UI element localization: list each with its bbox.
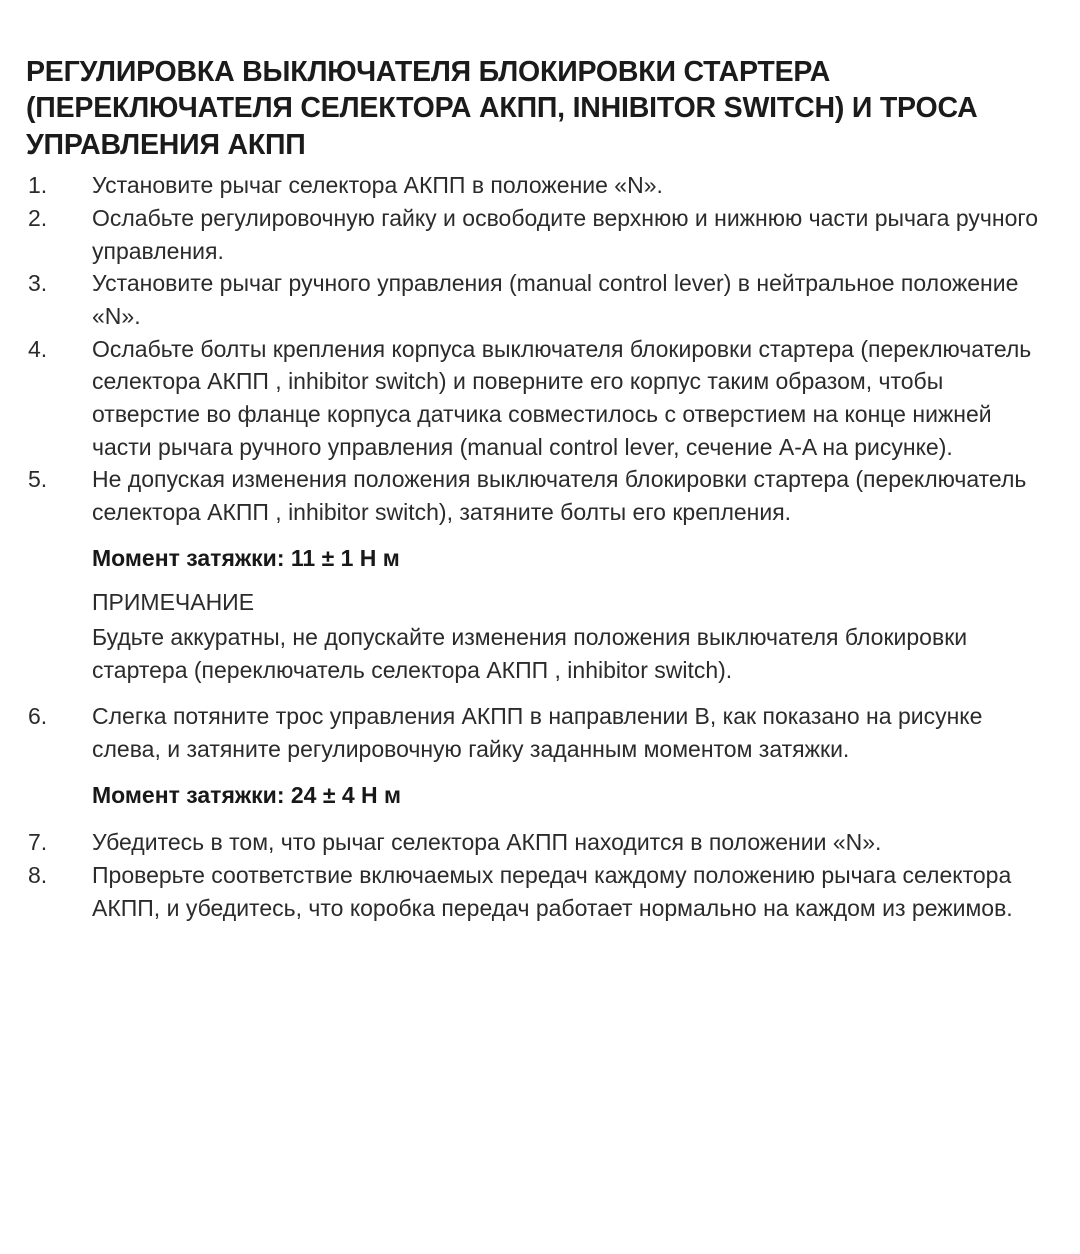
step-number: 3.: [28, 270, 48, 297]
torque-value: Момент затяжки: 24 ± 4 Н м: [92, 781, 402, 808]
page-title: РЕГУЛИРОВКА ВЫКЛЮЧАТЕЛЯ БЛОКИРОВКИ СТАРТЕРА (ПЕРЕКЛЮЧАТЕЛЯ СЕЛЕКТОРА АКПП, INHIBITOR SWITCH) И ТРОСА УПРАВЛЕНИЯ АКПП: [26, 56, 978, 161]
step-body: [92, 267, 1054, 332]
step-text: Ослабьте болты крепления корпуса выключателя блокировки стартера (переключатель селектора АКПП , inhibitor switch) и поверните его корпус таким образом, чтобы отверстие во фланце корпуса датчика совместилось с отверстием на конце нижней части рычага ручного управления (manual control lever, сечение A-A на рисунке).: [92, 335, 1032, 460]
list-item: [26, 169, 1054, 202]
step-body: [92, 463, 1054, 700]
step-body: [92, 700, 1054, 822]
procedure-steps-list: [26, 169, 1054, 924]
list-item: [26, 463, 1054, 700]
list-item: [26, 700, 1054, 822]
step-text: Установите рычаг селектора АКПП в положение «N».: [92, 172, 663, 199]
note-text: Будьте аккуратны, не допускайте изменения положения выключателя блокировки стартера (переключатель селектора АКПП , inhibitor switch).: [92, 623, 968, 683]
step-body: [92, 826, 1054, 859]
step-number: 7.: [28, 829, 48, 856]
step-body: [92, 333, 1054, 464]
torque-value: Момент затяжки: 11 ± 1 Н м: [92, 544, 400, 571]
step-text: Не допуская изменения положения выключателя блокировки стартера (переключатель селектора АКПП , inhibitor switch), затяните болты его крепления.: [92, 466, 1027, 525]
step-text: Установите рычаг ручного управления (manual control lever) в нейтральное положение «N».: [92, 270, 1019, 330]
list-item: [26, 267, 1054, 332]
step-text: Слегка потяните трос управления АКПП в направлении В, как показано на рисунке слева, и затяните регулировочную гайку заданным моментом затяжки.: [92, 703, 983, 762]
step-body: [92, 859, 1054, 924]
step-body: [92, 169, 1054, 202]
step-number: 5.: [28, 466, 48, 493]
step-body: [92, 202, 1054, 267]
step-number: 6.: [28, 703, 48, 730]
list-item: [26, 859, 1054, 924]
note-heading: ПРИМЕЧАНИЕ: [92, 589, 255, 616]
step-number: 1.: [28, 172, 48, 199]
step-number: 8.: [28, 861, 48, 888]
list-item: [26, 333, 1054, 464]
list-item: [26, 202, 1054, 267]
step-text: Убедитесь в том, что рычаг селектора АКПП находится в положении «N».: [92, 829, 882, 856]
step-number: 4.: [28, 335, 48, 362]
step-text: Проверьте соответствие включаемых передач каждому положению рычага селектора АКПП, и убедитесь, что коробка передач работает нормально на каждом из режимов.: [92, 861, 1013, 921]
step-text: Ослабьте регулировочную гайку и освободите верхнюю и нижнюю части рычага ручного управления.: [92, 205, 1039, 264]
step-number: 2.: [28, 205, 48, 232]
list-item: [26, 826, 1054, 859]
